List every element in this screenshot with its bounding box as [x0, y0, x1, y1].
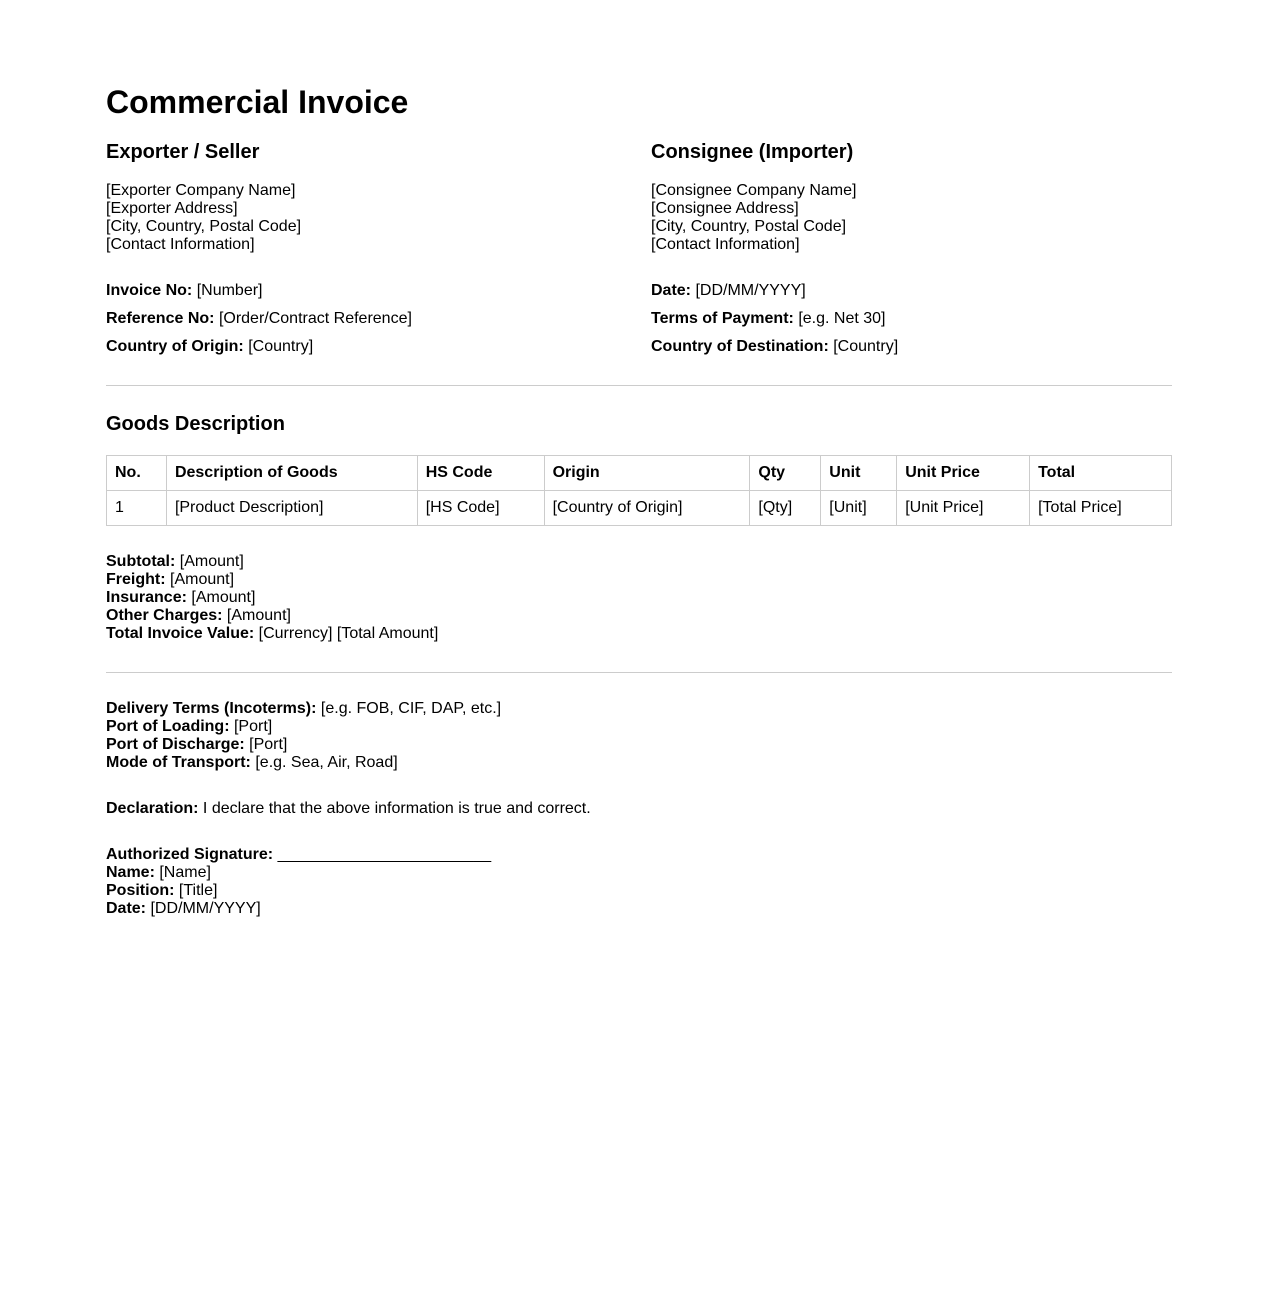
cell-qty: [Qty]	[750, 491, 821, 526]
field-value: [Currency] [Total Amount]	[258, 625, 439, 642]
field-label: Date:	[106, 900, 147, 917]
country-of-origin-field	[106, 338, 412, 366]
field-label: Port of Loading:	[106, 718, 230, 735]
consignee-meta	[651, 282, 898, 366]
exporter-meta	[106, 282, 412, 366]
page-title: Commercial Invoice	[106, 84, 409, 120]
goods-heading: Goods Description	[106, 413, 285, 435]
reference-number-field	[106, 310, 412, 338]
declaration-text: I declare that the above information is true and correct.	[202, 800, 591, 817]
exporter-heading: Exporter / Seller	[106, 141, 260, 163]
field-value: [Amount]	[179, 553, 244, 570]
exporter-address-line: [Exporter Address]	[106, 200, 238, 217]
field-label: Mode of Transport:	[106, 754, 251, 771]
field-label: Name:	[106, 864, 155, 881]
country-of-destination-field	[651, 338, 898, 366]
cell-total: [Total Price]	[1030, 491, 1172, 526]
signature-line: ________________________	[277, 846, 492, 863]
consignee-address-line: [Consignee Address]	[651, 200, 799, 217]
field-label: Freight:	[106, 571, 166, 588]
column-header-unit-price: Unit Price	[897, 456, 1030, 491]
field-label: Reference No:	[106, 310, 215, 327]
port-of-discharge-field	[106, 736, 501, 754]
exporter-address	[106, 182, 301, 254]
exporter-contact-line: [Contact Information]	[106, 236, 255, 253]
column-header-description: Description of Goods	[166, 456, 417, 491]
authorized-signature-field	[106, 846, 491, 864]
cell-description: [Product Description]	[166, 491, 417, 526]
field-value: [Order/Contract Reference]	[218, 310, 412, 327]
total-invoice-value-field	[106, 625, 438, 643]
exporter-company-name: [Exporter Company Name]	[106, 182, 296, 199]
freight-field	[106, 571, 438, 589]
other-charges-field	[106, 607, 438, 625]
field-value: [Country]	[248, 338, 314, 355]
field-label: Subtotal:	[106, 553, 176, 570]
field-value: [e.g. Net 30]	[798, 310, 886, 327]
table-header-row	[107, 456, 1172, 491]
column-header-origin: Origin	[544, 456, 750, 491]
field-label: Position:	[106, 882, 175, 899]
field-label: Date:	[651, 282, 692, 299]
field-value: [Amount]	[191, 589, 256, 606]
invoice-number-field	[106, 282, 412, 310]
field-label: Other Charges:	[106, 607, 223, 624]
field-label: Country of Origin:	[106, 338, 244, 355]
field-value: [e.g. Sea, Air, Road]	[255, 754, 398, 771]
column-header-hs-code: HS Code	[417, 456, 544, 491]
terms-of-payment-field	[651, 310, 898, 338]
column-header-qty: Qty	[750, 456, 821, 491]
consignee-city-line: [City, Country, Postal Code]	[651, 218, 847, 235]
field-value: [Number]	[196, 282, 263, 299]
field-label: Port of Discharge:	[106, 736, 245, 753]
port-of-loading-field	[106, 718, 501, 736]
mode-of-transport-field	[106, 754, 501, 772]
cell-hs-code: [HS Code]	[417, 491, 544, 526]
field-value: [Port]	[249, 736, 288, 753]
field-value: [Amount]	[170, 571, 235, 588]
column-header-no: No.	[107, 456, 167, 491]
field-label: Total Invoice Value:	[106, 625, 255, 642]
field-value: [Title]	[178, 882, 218, 899]
signature-date-field	[106, 900, 491, 918]
cell-unit-price: [Unit Price]	[897, 491, 1030, 526]
signature-block	[106, 846, 491, 918]
consignee-company-name: [Consignee Company Name]	[651, 182, 857, 199]
field-value: [Name]	[159, 864, 211, 881]
subtotal-field	[106, 553, 438, 571]
table-row	[107, 491, 1172, 526]
cell-no: 1	[107, 491, 167, 526]
field-value: [Country]	[833, 338, 899, 355]
consignee-address	[651, 182, 856, 254]
totals-block	[106, 553, 438, 643]
field-label: Terms of Payment:	[651, 310, 794, 327]
field-label: Declaration:	[106, 800, 199, 817]
section-divider	[106, 672, 1172, 673]
insurance-field	[106, 589, 438, 607]
declaration-block	[106, 800, 591, 818]
field-value: [Amount]	[226, 607, 291, 624]
column-header-total: Total	[1030, 456, 1172, 491]
declaration-field	[106, 800, 591, 818]
exporter-city-line: [City, Country, Postal Code]	[106, 218, 302, 235]
field-label: Insurance:	[106, 589, 187, 606]
cell-origin: [Country of Origin]	[544, 491, 750, 526]
consignee-contact-line: [Contact Information]	[651, 236, 800, 253]
field-label: Invoice No:	[106, 282, 193, 299]
field-label: Country of Destination:	[651, 338, 829, 355]
goods-table	[106, 455, 1172, 526]
consignee-heading: Consignee (Importer)	[651, 141, 854, 163]
shipping-block	[106, 700, 501, 772]
field-label: Authorized Signature:	[106, 846, 274, 863]
delivery-terms-field	[106, 700, 501, 718]
signer-position-field	[106, 882, 491, 900]
column-header-unit: Unit	[821, 456, 897, 491]
signer-name-field	[106, 864, 491, 882]
field-value: [Port]	[233, 718, 273, 735]
field-value: [e.g. FOB, CIF, DAP, etc.]	[320, 700, 502, 717]
field-label: Delivery Terms (Incoterms):	[106, 700, 317, 717]
date-field	[651, 282, 898, 310]
field-value: [DD/MM/YYYY]	[150, 900, 261, 917]
cell-unit: [Unit]	[821, 491, 897, 526]
field-value: [DD/MM/YYYY]	[695, 282, 806, 299]
section-divider	[106, 385, 1172, 386]
